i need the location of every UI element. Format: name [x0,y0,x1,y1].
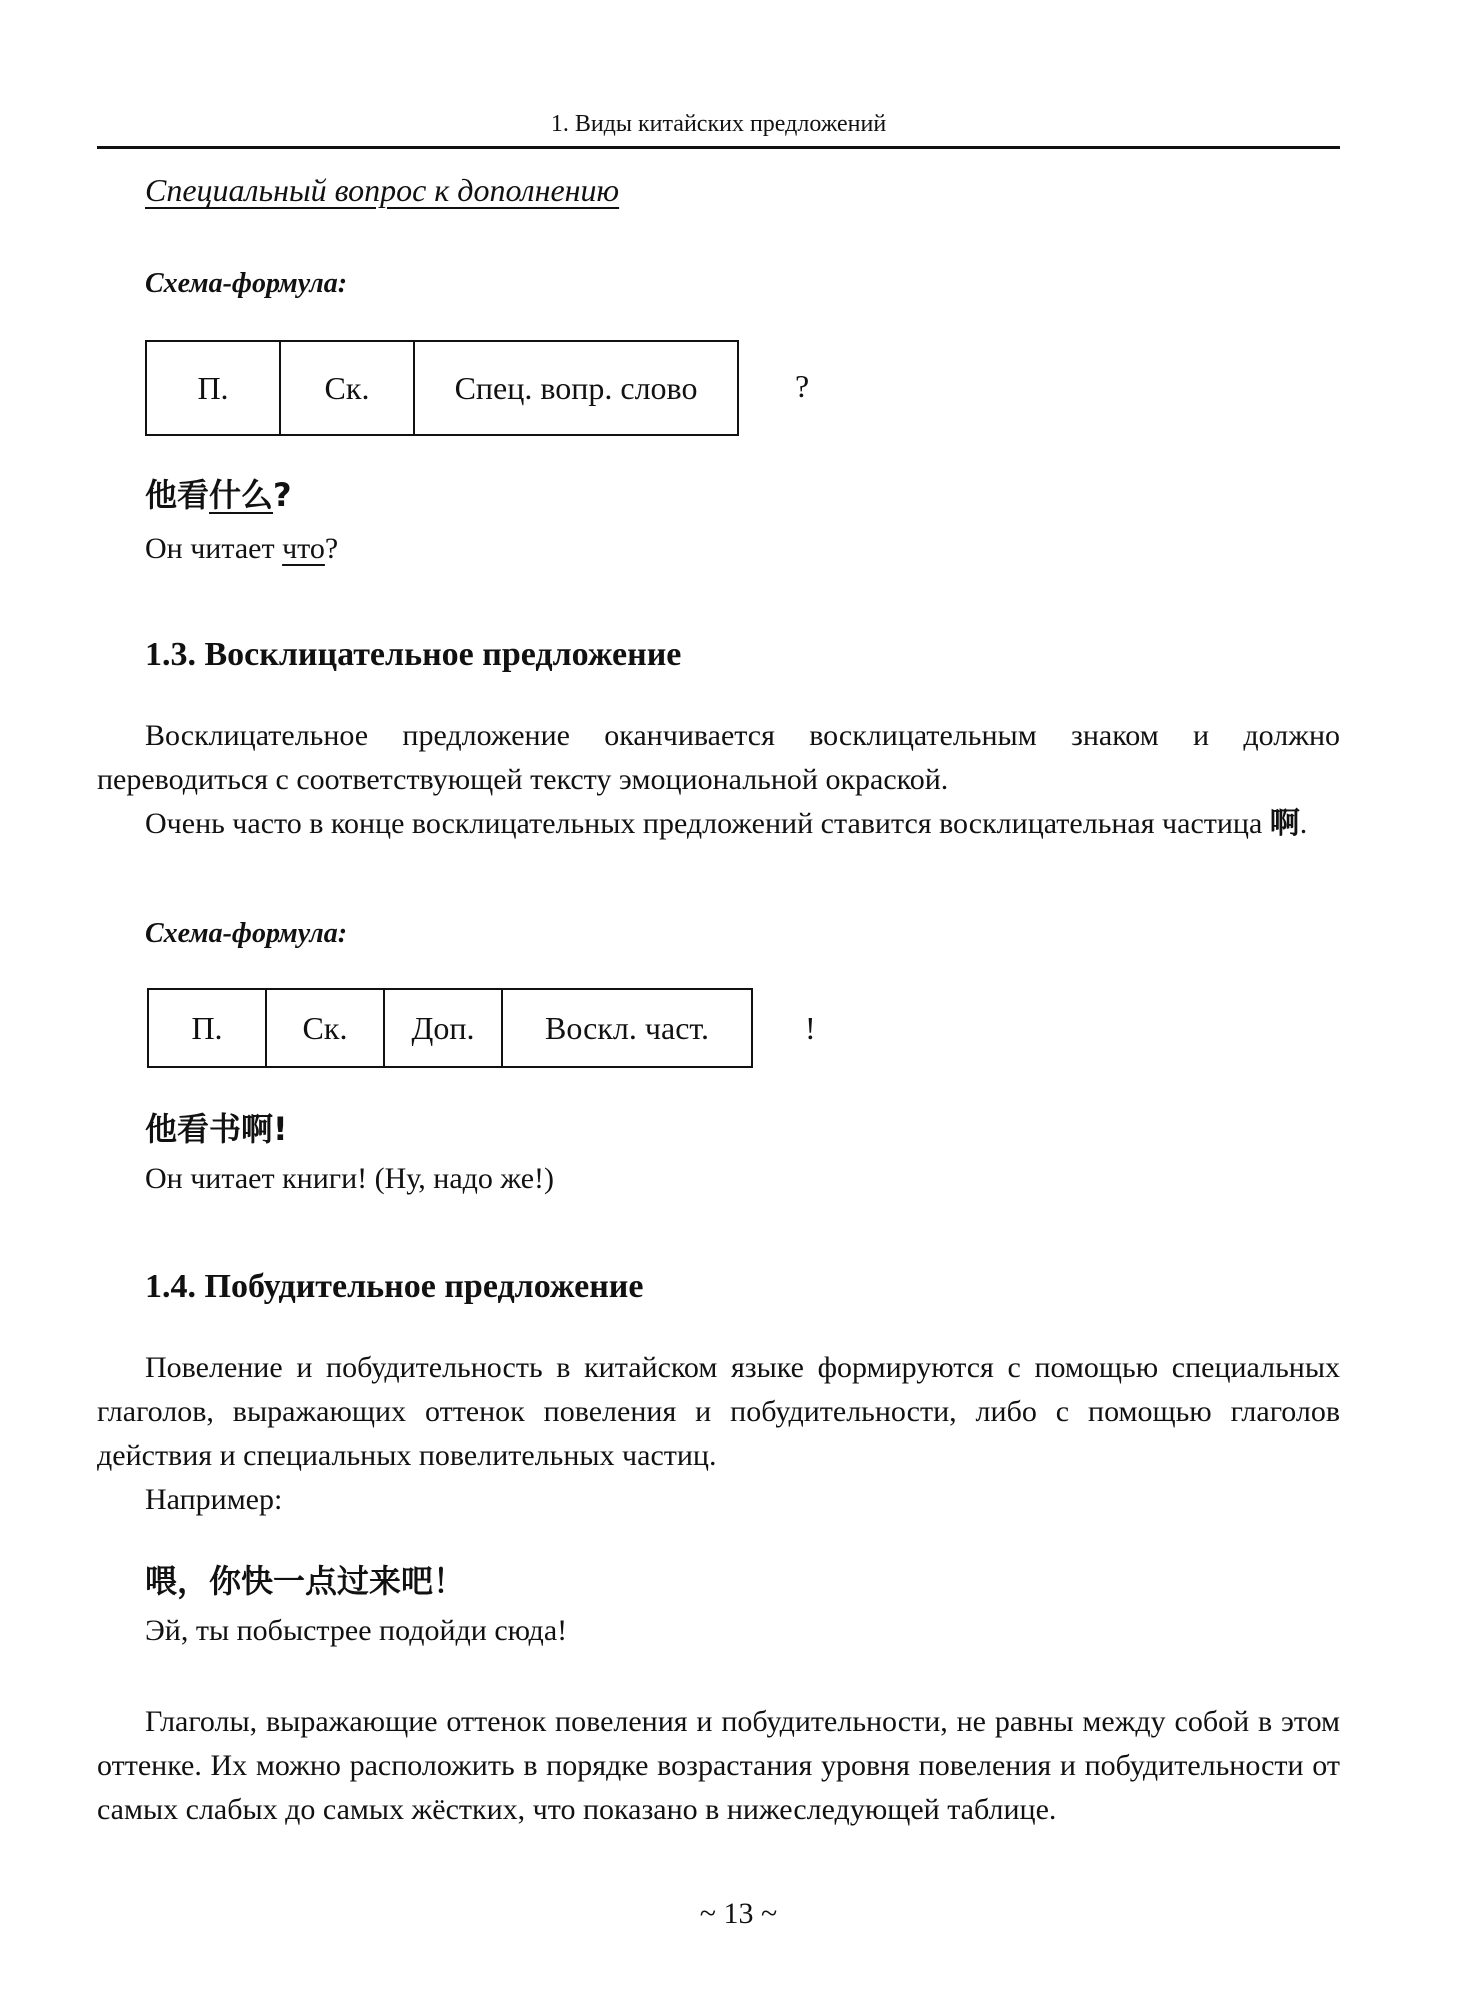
paragraph: Глаголы, выражающие оттенок повеления и побудительности, не равны между собой в этом оттенке. Их можно расположить в порядке возрастания уровня повеления и побудительности от самых слабых до самых жёстких, что показано в нижеследующей таблице. [97,1705,1340,1826]
formula-cell: Спец. вопр. слово [414,341,738,435]
schema-label: Схема-формула: [145,268,348,299]
page-number: ~ 13 ~ [699,1897,778,1930]
section-title-1-4: 1.4. Побудительное предложение [145,1268,644,1305]
ru-example-imperative: Эй, ты побыстрее подойди сюда! [145,1614,568,1647]
formula-cell: Ск. [280,341,414,435]
formula-cell: Доп. [384,989,502,1067]
paragraph: Например: [145,1483,283,1516]
section-1-4-body [97,1346,1340,1522]
formula-cell: П. [146,341,280,435]
ru-text: Он читает [145,532,283,565]
paragraph: Восклицательное предложение оканчивается восклицательным знаком и должно переводиться с соответствующей тексту эмоциональной окраской. [97,719,1340,796]
section-title-1-3: 1.3. Восклицательное предложение [145,636,682,673]
formula-cell: Ск. [266,989,384,1067]
ru-example-exclamation: Он читает книги! (Ну, надо же!) [145,1162,555,1195]
paragraph: Повеление и побудительность в китайском языке формируются с помощью специальных глаголов, выражающих оттенок повеления и побудительности, либо с помощью глаголов действия и специальных повелительных частиц. [97,1351,1340,1472]
paragraph-punct: . [1299,807,1308,840]
zh-example-exclamation: 他看书啊! [145,1110,288,1148]
schema-label: Схема-формула: [145,918,348,949]
section-1-3-body [97,714,1340,846]
zh-punct: ? [273,476,292,514]
ru-example-question [145,532,338,566]
zh-example-imperative: 喂，你快一点过来吧！ [145,1562,466,1600]
question-mark: ? [795,368,810,404]
formula-table-exclamation [147,988,753,1068]
ru-underlined-word: что [282,532,325,565]
zh-text: 他看 [145,476,210,514]
subsection-heading: Специальный вопрос к дополнению [145,172,620,208]
paragraph-text: Очень часто в конце восклицательных предложений ставится восклицательная частица [145,807,1270,840]
particle-char: 啊 [1269,807,1300,840]
formula-table-question [145,340,739,436]
zh-underlined-word: 什么 [209,476,274,514]
section-1-4-closing [97,1700,1340,1832]
running-header: 1. Виды китайских предложений [97,106,1340,149]
exclamation-mark: ! [805,1010,816,1046]
paragraph [97,802,1340,846]
ru-punct: ? [324,532,339,565]
formula-cell: П. [148,989,266,1067]
zh-example-question [145,470,292,516]
formula-cell: Воскл. част. [502,989,752,1067]
